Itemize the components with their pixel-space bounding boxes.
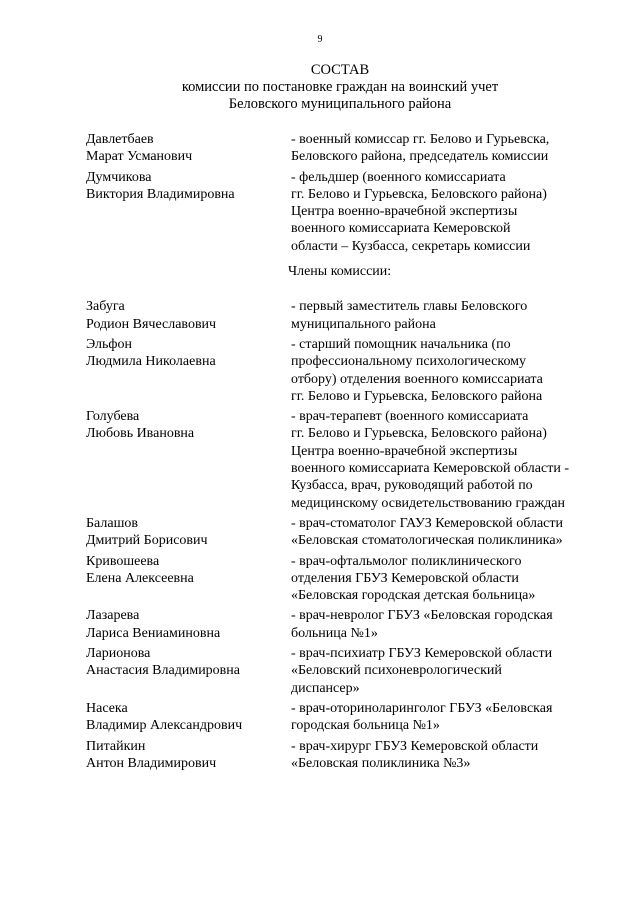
person-role-line: области – Кузбасса, секретарь комиссии <box>291 238 531 254</box>
person-role-line: военного комиссариата Кемеровской <box>291 221 511 237</box>
person-name <box>86 553 286 588</box>
person-role <box>291 336 611 405</box>
person-role <box>291 607 611 642</box>
person-name <box>86 645 286 680</box>
person-name-line: Насека <box>86 700 128 716</box>
person-role <box>291 515 611 550</box>
person-role-line: диспансер» <box>291 680 360 696</box>
person-role-line: городская больница №1» <box>291 718 440 734</box>
person-role-line: медицинскому освидетельствованию граждан <box>291 495 565 511</box>
person-name <box>86 515 286 550</box>
person-role <box>291 738 611 773</box>
person-role-line: - врач-оториноларинголог ГБУЗ «Беловская <box>291 700 553 716</box>
person-name-line: Балашов <box>86 515 138 531</box>
member-entry <box>0 336 640 405</box>
person-role-line: - врач-терапевт (военного комиссариата <box>291 409 529 425</box>
person-role-line: отбору) отделения военного комиссариата <box>291 371 543 387</box>
person-role-line: - врач-офтальмолог поликлинического <box>291 553 522 569</box>
person-role <box>291 169 611 255</box>
member-entry <box>0 553 640 605</box>
person-name <box>86 700 286 735</box>
person-role-line: - военный комиссар гг. Белово и Гурьевска, <box>291 132 550 147</box>
person-name <box>86 131 286 166</box>
person-name <box>86 298 286 333</box>
person-name-line: Думчикова <box>86 169 152 185</box>
member-entry <box>0 607 640 642</box>
person-name-line: Давлетбаев <box>86 132 154 147</box>
heading-title: СОСТАВ <box>310 62 370 78</box>
document-heading <box>0 62 640 113</box>
person-name-line: Антон Владимирович <box>86 755 217 771</box>
person-role <box>291 298 611 333</box>
person-role-line: - врач-стоматолог ГАУЗ Кемеровской области <box>291 515 564 531</box>
member-entry <box>0 515 640 550</box>
person-role <box>291 645 611 697</box>
person-name-line: Лариса Вениаминовна <box>86 625 221 641</box>
leadership-block <box>0 131 640 255</box>
person-role-line: Беловского района, председатель комиссии <box>291 149 549 165</box>
person-role-line: «Беловская поликлиника №3» <box>291 755 471 771</box>
person-role-line: - первый заместитель главы Беловского <box>291 299 528 315</box>
person-role-line: - врач-невролог ГБУЗ «Беловская городская <box>291 608 553 624</box>
person-name-line: Забуга <box>86 299 125 315</box>
leadership-entry <box>0 169 640 255</box>
person-name-line: Лазарева <box>86 608 140 624</box>
member-entry <box>0 700 640 735</box>
person-role-line: муниципального района <box>291 316 436 332</box>
person-role-line: - врач-хирург ГБУЗ Кемеровской области <box>291 738 539 754</box>
person-name-line: Владимир Александрович <box>86 718 243 734</box>
person-role <box>291 408 611 512</box>
member-entry <box>0 738 640 773</box>
person-name-line: Дмитрий Борисович <box>86 533 208 549</box>
person-role-line: гг. Белово и Гурьевска, Беловского района <box>291 388 543 404</box>
person-name <box>86 408 286 443</box>
person-role-line: гг. Белово и Гурьевска, Беловского района) <box>291 426 547 442</box>
commission-list <box>0 131 640 775</box>
member-entry <box>0 645 640 697</box>
person-name-line: Эльфон <box>86 336 132 352</box>
person-name-line: Елена Алексеевна <box>86 570 194 586</box>
person-role-line: - врач-психиатр ГБУЗ Кемеровской области <box>291 646 553 662</box>
person-name-line: Анастасия Владимировна <box>86 663 240 679</box>
person-name-line: Голубева <box>86 409 140 425</box>
person-name <box>86 169 286 204</box>
person-name-line: Родион Вячеславович <box>86 316 217 332</box>
person-name-line: Людмила Николаевна <box>86 354 216 370</box>
person-role-line: Кузбасса, врач, руководящий работой по <box>291 478 533 494</box>
member-entry <box>0 298 640 333</box>
person-role-line: «Беловская стоматологическая поликлиника» <box>291 533 563 549</box>
heading-line-3: Беловского муниципального района <box>228 96 452 112</box>
heading-line-2: комиссии по постановке граждан на воинский учет <box>181 79 499 95</box>
members-heading: Члены комиссии: <box>288 264 392 280</box>
person-role <box>291 553 611 605</box>
person-name-line: Виктория Владимировна <box>86 186 235 202</box>
person-name-line: Кривошеева <box>86 553 160 569</box>
member-entry <box>0 408 640 512</box>
person-role <box>291 700 611 735</box>
person-role-line: военного комиссариата Кемеровской области - <box>291 461 569 477</box>
page-number: 9 <box>317 34 323 45</box>
person-name <box>86 336 286 371</box>
person-role-line: гг. Белово и Гурьевска, Беловского района) <box>291 186 547 202</box>
person-name <box>86 607 286 642</box>
person-name-line: Ларионова <box>86 646 151 662</box>
person-role-line: «Беловский психоневрологический <box>291 663 502 679</box>
members-block <box>0 298 640 772</box>
person-name-line: Любовь Ивановна <box>86 426 195 442</box>
person-role-line: отделения ГБУЗ Кемеровской области <box>291 570 519 586</box>
person-name-line: Марат Усманович <box>86 149 193 165</box>
person-role-line: Центра военно-врачебной экспертизы <box>291 204 518 220</box>
leadership-entry <box>0 131 640 166</box>
person-name-line: Питайкин <box>86 738 146 754</box>
person-role-line: больница №1» <box>291 625 378 641</box>
person-role-line: - фельдшер (военного комиссариата <box>291 169 506 185</box>
person-role-line: Центра военно-врачебной экспертизы <box>291 443 518 459</box>
person-name <box>86 738 286 773</box>
person-role-line: профессиональному психологическому <box>291 354 527 370</box>
person-role-line: «Беловская городская детская больница» <box>291 588 536 604</box>
person-role <box>291 131 611 166</box>
person-role-line: - старший помощник начальника (по <box>291 336 511 352</box>
